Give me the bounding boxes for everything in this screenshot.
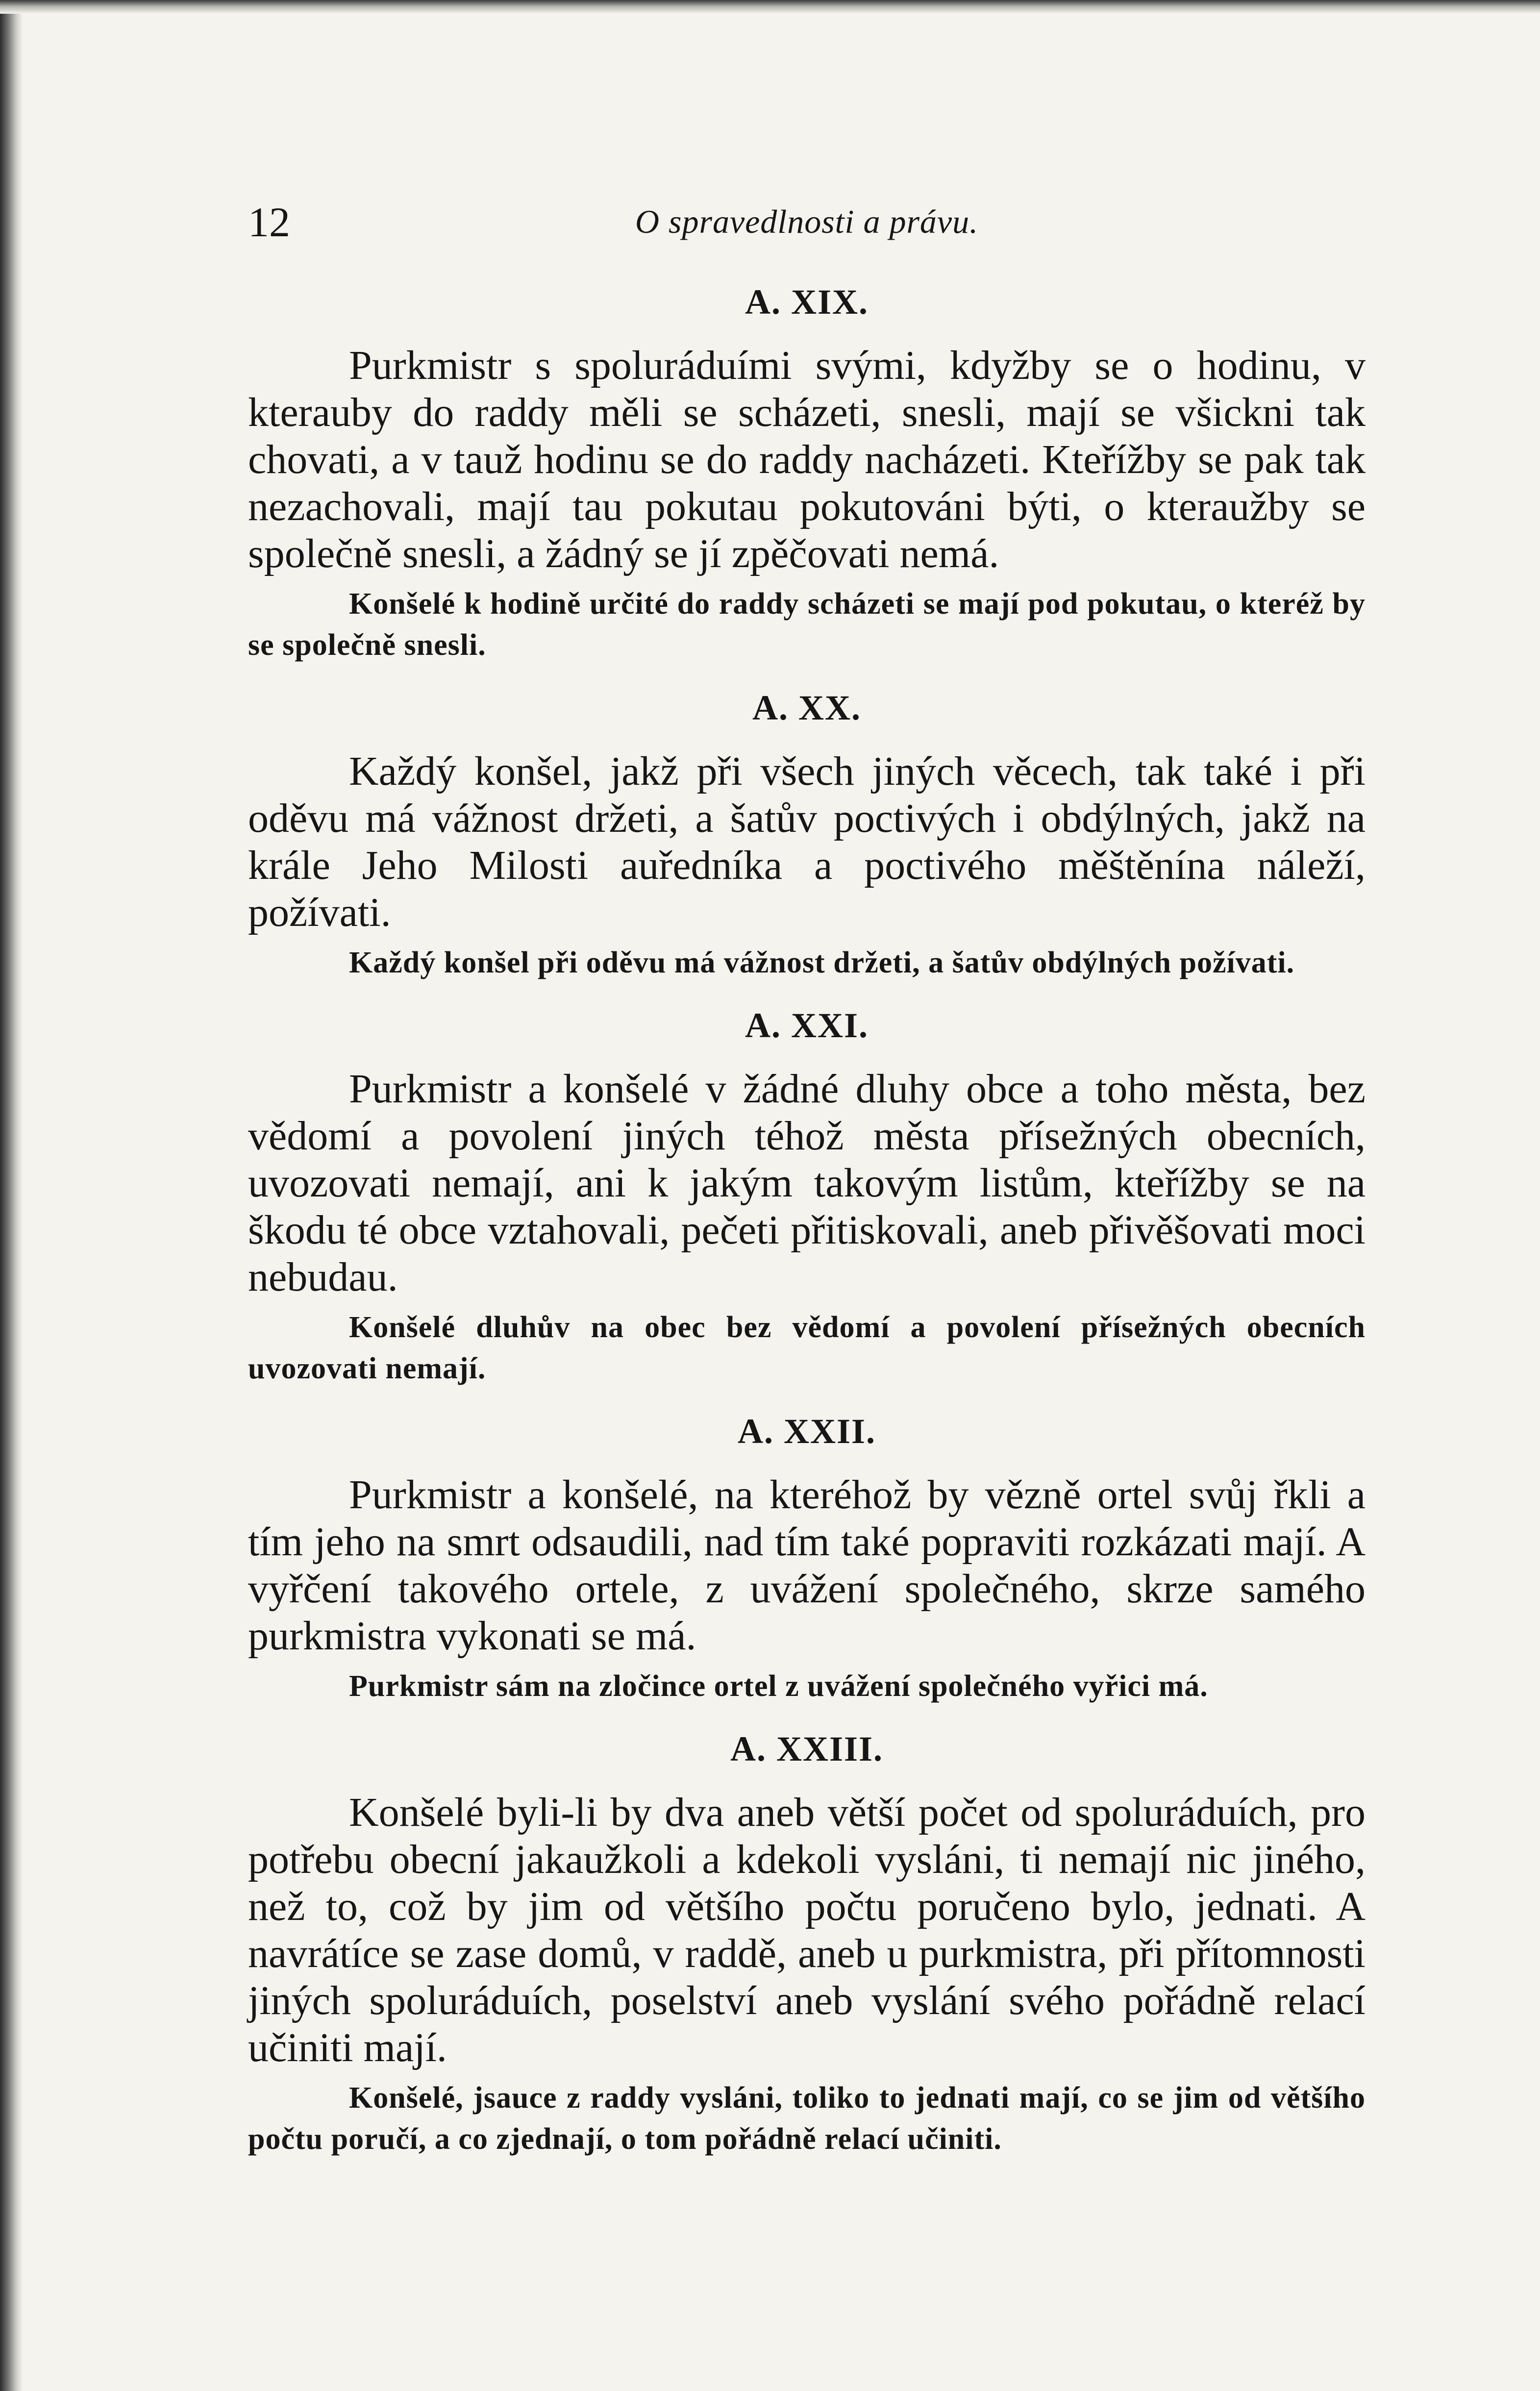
article-xix bbox=[248, 284, 1366, 666]
article-xxiii bbox=[248, 1731, 1366, 2160]
article-xx bbox=[248, 690, 1366, 983]
article-heading: A. XXII. bbox=[737, 1412, 876, 1451]
running-title: O spravedlnosti a právu. bbox=[635, 203, 979, 240]
article-summary: Konšelé dluhův na obec bez vědomí a povolení přísežných obecních uvozovati nemají. bbox=[248, 1311, 1366, 1385]
article-heading: A. XXI. bbox=[745, 1006, 869, 1045]
article-heading: A. XXIII. bbox=[730, 1729, 884, 1768]
article-xxii bbox=[248, 1414, 1366, 1707]
article-summary: Purkmistr sám na zločince ortel z uvážení společného vyřici má. bbox=[349, 1669, 1208, 1703]
article-heading: A. XX. bbox=[752, 688, 861, 727]
running-head bbox=[248, 186, 1366, 260]
article-summary: Každý konšel při oděvu má vážnost držeti, a šatův obdýlných požívati. bbox=[349, 946, 1295, 979]
article-heading: A. XIX. bbox=[745, 282, 869, 322]
article-body: Každý konšel, jakž při všech jiných věcech, tak také i při oděvu má vážnost držeti, a šatův poctivých i obdýlných, jakž na krále Jeho Milosti auředníka a poctivého měštěnína náleží, požívati. bbox=[248, 748, 1366, 935]
article-summary: Konšelé, jsauce z raddy vysláni, toliko to jednati mají, co se jim od většího počtu poručí, a co zjednají, o tom pořádně relací učiniti. bbox=[248, 2081, 1366, 2156]
page-content bbox=[248, 186, 1366, 2160]
article-summary: Konšelé k hodině určité do raddy scházeti se mají pod pokutau, o kteréž by se společně snesli. bbox=[248, 587, 1366, 662]
page-edge-shadow bbox=[0, 0, 23, 2391]
article-body: Purkmistr a konšelé, na kteréhož by vězně ortel svůj řkli a tím jeho na smrt odsaudili, nad tím také popraviti rozkázati mají. A vyřčení takového ortele, z uvážení společného, skrze samého purkmistra vykonati se má. bbox=[248, 1472, 1366, 1659]
page-top-shadow bbox=[0, 0, 1540, 14]
article-body: Purkmistr a konšelé v žádné dluhy obce a toho města, bez vědomí a povolení jiných téhož města přísežných obecních, uvozovati nemají, ani k jakým takovým listům, kteřížby se na škodu té obce vztahovali, pečeti přitiskovali, aneb přivěšovati moci nebudau. bbox=[248, 1066, 1366, 1300]
page-number: 12 bbox=[248, 199, 290, 246]
article-body: Purkmistr s spoluráduími svými, kdyžby se o hodinu, v kterauby do raddy měli se scházeti, snesli, mají se všickni tak chovati, a v tauž hodinu se do raddy nacházeti. Kteřížby se pak tak nezachovali, mají tau pokutau pokutováni býti, o kteraužby se společně snesli, a žádný se jí zpěčovati nemá. bbox=[248, 343, 1366, 576]
article-xxi bbox=[248, 1008, 1366, 1389]
article-body: Konšelé byli-li by dva aneb větší počet od spoluráduích, pro potřebu obecní jakaužkoli a kdekoli vysláni, ti nemají nic jiného, než to, což by jim od většího počtu poručeno bylo, jednati. A navrátíce se zase domů, v raddě, aneb u purkmistra, při přítomnosti jiných spoluráduích, poselství aneb vyslání svého pořádně relací učiniti mají. bbox=[248, 1790, 1366, 2070]
